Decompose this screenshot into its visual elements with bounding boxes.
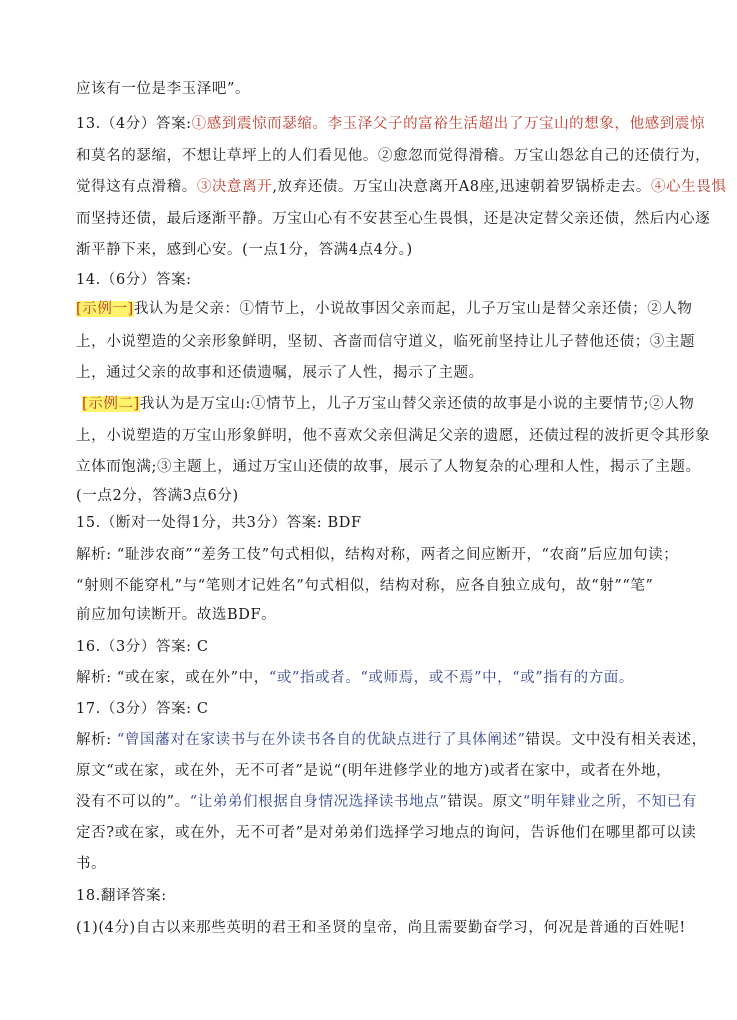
q18-head: 18.翻译答案: (76, 888, 167, 904)
q17-line-3 (76, 791, 697, 813)
q13-point-3: ③决意离开 (196, 179, 273, 195)
q13-l3a: 觉得这有点滑稽。 (76, 179, 197, 195)
q13-line-1 (76, 113, 706, 135)
q17-line-2: 原文“或在家，或在外，无不可者”是说“(明年进修学业的地方)或者在家中，或者在外地， (76, 763, 672, 779)
q18-line-1: (1)(4分)自古以来那些英明的君王和圣贤的皇帝，尚且需要勤奋学习，何况是普通的百姓呢! (76, 920, 686, 936)
q14-score: (一点2分，答满3点6分) (76, 488, 239, 504)
example-one-tag: [示例一] (76, 301, 134, 317)
q17-line-4: 定否?或在家，或在外，无不可者”是对弟弟们选择学习地点的询问，告诉他们在哪里都可以读 (76, 825, 697, 841)
q14-ex1-line-2: 上，小说塑造的父亲形象鲜明，坚韧、吝啬而信守道义，临死前坚持让儿子替他还债；③主题 (76, 334, 696, 350)
q13-line-3 (76, 176, 727, 198)
q17-line-1 (76, 729, 707, 751)
q17-head: 17.（3分）答案: C (76, 701, 209, 717)
q15-line-3: 前应加句读断开。故选BDF。 (76, 607, 277, 623)
q15-head: 15.（断对一处得1分，共3分）答案: BDF (76, 515, 362, 531)
q14-ex1-text: 我认为是父亲：①情节上，小说故事因父亲而起，儿子万宝山是替父亲还债；②人物 (133, 301, 693, 317)
q14-ex2-line-3: 立体而饱满;③主题上，通过万宝山还债的故事，展示了人物复杂的心理和人性，揭示了主题。 (76, 459, 701, 475)
q15-line-1: 解析: “耻涉农商”“差务工伎”句式相似，结构对称，两者之间应断开，“农商”后应加句读； (76, 547, 679, 563)
q16-line-1 (76, 667, 677, 689)
q13-point-1: ①感到震惊而瑟缩。李玉泽父子的富裕生活超出了万宝山的想象，他感到震惊 (191, 116, 706, 132)
q14-head: 14.（6分）答案: (76, 272, 192, 288)
q14-ex2-text: 我认为是万宝山:①情节上，儿子万宝山替父亲还债的故事是小说的主要情节;②人物 (139, 396, 695, 412)
q13-line-5: 渐平静下来，感到心安。(一点1分，答满4点4分。) (76, 242, 413, 258)
q17-l1-blue: “曾国藩对在家读书与在外读书各自的优缺点进行了具体阐述” (116, 732, 526, 748)
q17-line-5: 书。 (76, 856, 107, 872)
q13-l3b: ,放弃还债。万宝山决意离开A8座,迅速朝着罗锅桥走去。 (272, 179, 651, 195)
q17-l3a: 没有不可以的”。 (76, 794, 190, 810)
q14-ex1-line-1 (76, 298, 693, 320)
q13-point-4: ④心生畏惧 (650, 179, 727, 195)
q16-l1b: “或”指或者。“或师焉，或不焉”中，“或”指有的方面。 (268, 670, 635, 686)
q14-ex2-line-1 (82, 393, 695, 415)
q17-l3-blue2: “明年肄业之所，不知已有 (522, 794, 697, 810)
q17-l3-blue: “让弟弟们根据自身情况选择读书地点” (189, 794, 448, 810)
q15-line-2: “射则不能穿札”与“笔则才记姓名”句式相似，结构对称，应各自独立成句，故“射”“笔” (76, 578, 654, 594)
q17-l1b: 错误。文中没有相关表述， (525, 732, 707, 748)
q14-ex1-line-3: 上，通过父亲的故事和还债遗嘱，展示了人性，揭示了主题。 (76, 365, 484, 381)
q14-ex2-line-2: 上，小说塑造的万宝山形象鲜明，他不喜欢父亲但满足父亲的遗愿，还债过程的波折更令其形象 (76, 428, 711, 444)
q13-head: 13.（4分）答案: (76, 116, 192, 132)
q12-tail: 应该有一位是李玉泽吧”。 (76, 81, 251, 97)
q17-l3b: 错误。原文 (447, 794, 523, 810)
q13-line-2: 和莫名的瑟缩，不想让草坪上的人们看见他。②愈忽而觉得滑稽。万宝山怨忿自己的还债行为， (76, 148, 711, 164)
q13-line-4: 而坚持还债，最后逐渐平静。万宝山心有不安甚至心生畏惧，还是决定替父亲还债，然后内心逐 (76, 211, 711, 227)
example-two-tag: [示例二] (82, 396, 140, 412)
q16-head: 16.（3分）答案: C (76, 639, 209, 655)
q16-l1a: 解析: “或在家，或在外”中， (76, 670, 269, 686)
q17-l1a: 解析: (76, 732, 117, 748)
